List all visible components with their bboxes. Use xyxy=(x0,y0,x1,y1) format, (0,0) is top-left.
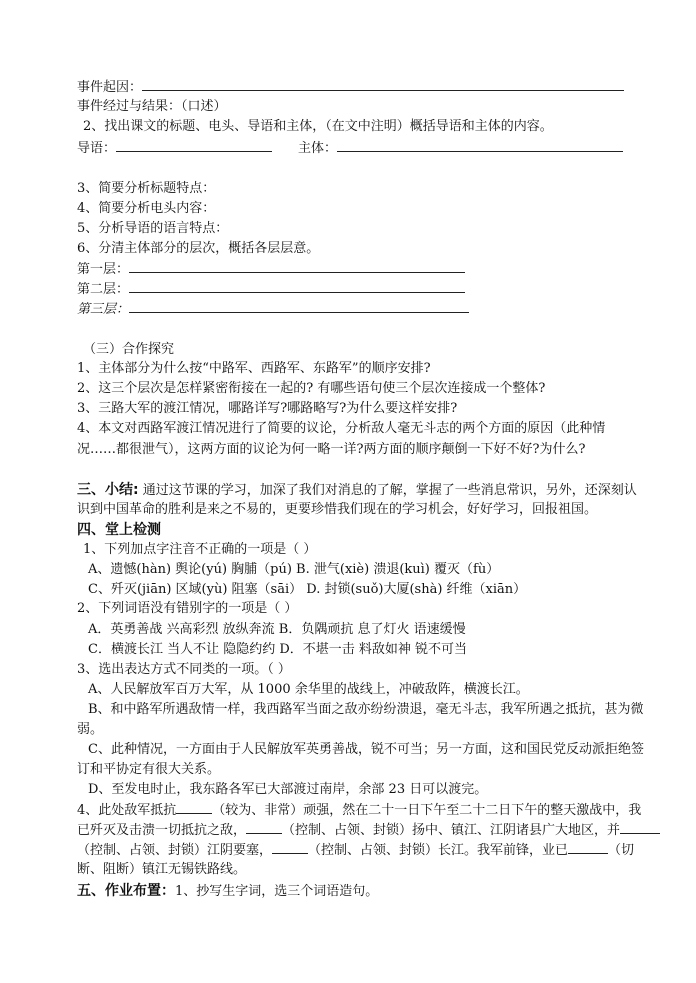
lead-body-line xyxy=(77,138,623,159)
task-question-3: 3、简要分析标题特点： xyxy=(77,181,216,196)
test-q3-option-c-line-1: C、此种情况，一方面由于人民解放军英勇善战，锐不可当；另一方面，这和国民党反动派拒绝签 xyxy=(88,742,644,757)
test-q4-text-3c: （切 xyxy=(608,843,635,858)
test-q2-options-cd: C．横渡长江 当人不让 隐隐约约 D．不堪一击 料敌如神 锐不可当 xyxy=(88,642,468,657)
test-q4-text-3b: （控制、占领、封锁）长江。我军前锋，业已 xyxy=(308,843,569,858)
coop-question-2: 2、这三个层次是怎样紧密衔接在一起的? 有哪些语句使三个层次连接成一个整体? xyxy=(77,381,546,396)
test-q4-text-2a: 已歼灭及击溃一切抵抗之敌， xyxy=(77,823,247,838)
homework-label: 五、作业布置： xyxy=(77,883,175,899)
cause-label: 事件起因： xyxy=(77,80,143,95)
test-q3-option-d: D、至发电时止，我东路各军已大部渡过南岸，余部 23 日可以渡完。 xyxy=(88,782,488,797)
test-q3-option-b-line-1: B、和中路军所遇敌情一样，我西路军当面之敌亦纷纷溃退，毫无斗志，我军所遇之抵抗，甚为微 xyxy=(88,702,644,717)
summary-label: 三、小结: xyxy=(77,482,139,498)
body-label: 主体： xyxy=(298,141,338,156)
homework-line xyxy=(77,881,378,902)
layer-3-label: 第三层： xyxy=(77,302,130,317)
task-question-6: 6、分清主体部分的层次，概括各层层意。 xyxy=(77,241,320,256)
lead-answer-line[interactable] xyxy=(116,138,272,152)
summary-line-2: 识到中国革命的胜利是来之不易的，更要珍惜我们现在的学习机会，好好学习，回报祖国。 xyxy=(77,502,598,517)
test-q3-option-a: A、人民解放军百万大军，从 1000 余华里的战线上，冲破敌阵，横渡长江。 xyxy=(88,682,529,697)
test-q4-text-1b: （较为、非常）顽强，然在二十一日下午至二十二日下午的整天激战中，我 xyxy=(212,803,642,818)
layer-2-label: 第二层： xyxy=(77,282,130,297)
test-question-2: 2、下列词语没有错别字的一项是（ ） xyxy=(77,601,298,616)
homework-text: 1、抄写生字词，选三个词语造句。 xyxy=(175,884,379,899)
lead-label: 导语： xyxy=(77,141,117,156)
coop-question-4-line-2: 况……都很泄气），这两方面的议论为何一略一详?两方面的顺序颠倒一下好不好?为什么? xyxy=(77,442,586,457)
test-q4-line-4: 断、阻断）镇江无锡铁路线。 xyxy=(77,862,247,877)
test-q3-option-b-line-2: 弱。 xyxy=(77,722,104,737)
test-q4-line-3 xyxy=(77,840,634,861)
coop-title: （三）合作探究 xyxy=(83,342,175,357)
test-question-3: 3、选出表达方式不同类的一项。（ ） xyxy=(77,662,291,677)
layer-3-answer-line[interactable] xyxy=(129,299,469,313)
layer-2-answer-line[interactable] xyxy=(129,279,465,293)
test-q4-text-1a: 4、此处敌军抵抗 xyxy=(77,803,177,818)
task-question-2: 2、找出课文的标题、电头、导语和主体，（在文中注明）概括导语和主体的内容。 xyxy=(83,119,553,134)
cause-line xyxy=(77,77,624,98)
test-q4-line-1 xyxy=(77,800,641,821)
test-q1-options-ab: A、遗憾(hàn) 舆论(yú) 胸脯（pú) B. 泄气(xiè) 溃退(kuì) 覆灭（fù） xyxy=(88,562,500,577)
summary-line-1 xyxy=(77,480,637,501)
layer-2-line xyxy=(77,279,465,300)
coop-question-1: 1、主体部分为什么按“中路军、西路军、东路军”的顺序安排? xyxy=(77,361,431,376)
cause-answer-line[interactable] xyxy=(142,77,624,91)
body-answer-line[interactable] xyxy=(337,138,623,152)
test-q4-blank-1[interactable] xyxy=(176,800,212,814)
layer-1-label: 第一层： xyxy=(77,262,130,277)
test-q3-option-c-line-2: 订和平协定有很大关系。 xyxy=(77,762,221,777)
test-q1-options-cd: C、歼灭(jiān) 区域(yù) 阻塞（sāi） D. 封锁(suǒ)大厦(shà) 纤维（xiān） xyxy=(88,582,527,597)
test-question-1: 1、下列加点字注音不正确的一项是（ ） xyxy=(83,542,317,557)
test-title: 四、堂上检测 xyxy=(77,522,161,538)
task-question-5: 5、分析导语的语言特点： xyxy=(77,221,229,236)
test-q4-text-3a: （控制、占领、封锁）江阴要塞， xyxy=(77,843,273,858)
layer-3-line xyxy=(77,299,469,320)
task-question-4: 4、简要分析电头内容： xyxy=(77,201,216,216)
test-q4-text-2b: （控制、占领、封锁）扬中、镇江、江阴诸县广大地区，并 xyxy=(282,823,621,838)
test-q4-blank-2[interactable] xyxy=(246,820,282,834)
test-q4-blank-3[interactable] xyxy=(620,820,660,834)
coop-question-4-line-1: 4、本文对西路军渡江情况进行了简要的议论，分析敌人毫无斗志的两个方面的原因（此种情 xyxy=(77,421,606,436)
layer-1-line xyxy=(77,259,465,280)
summary-text-a: 通过这节课的学习，加深了我们对消息的了解，掌握了一些消息常识，另外，还深刻认 xyxy=(138,483,637,498)
process-label: 事件经过与结果：（口述） xyxy=(77,99,227,114)
test-q4-line-2 xyxy=(77,820,660,841)
test-q2-options-ab: A．英勇善战 兴高彩烈 放纵奔流 B．负隅顽抗 息了灯火 语速缓慢 xyxy=(88,622,466,637)
layer-1-answer-line[interactable] xyxy=(129,259,465,273)
coop-question-3: 3、三路大军的渡江情况，哪路详写?哪路略写?为什么要这样安排? xyxy=(77,401,458,416)
test-q4-blank-5[interactable] xyxy=(568,840,608,854)
test-q4-blank-4[interactable] xyxy=(272,840,308,854)
